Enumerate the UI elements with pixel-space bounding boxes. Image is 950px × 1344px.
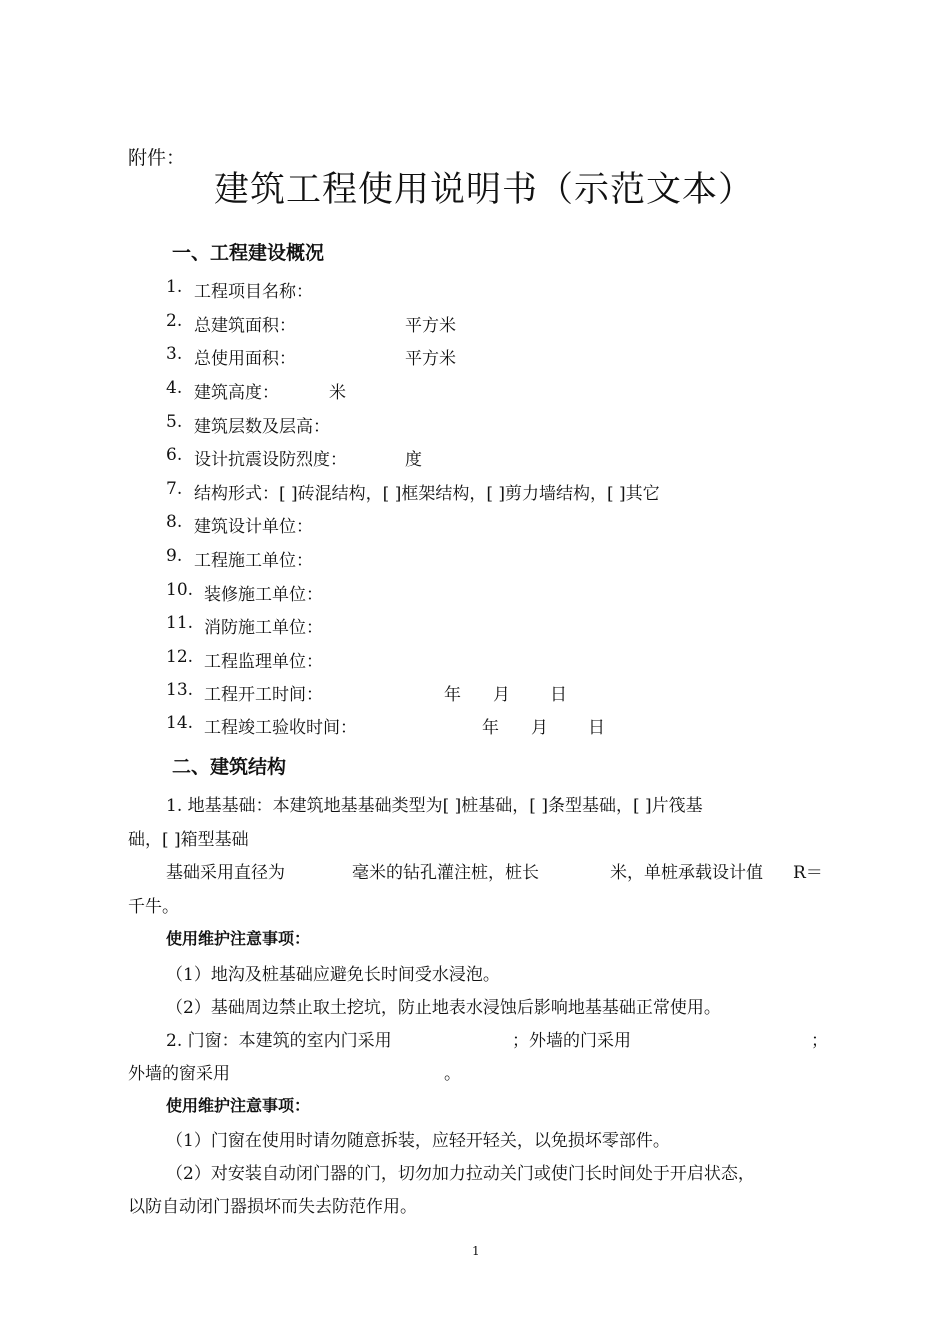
unit-year: 年 bbox=[482, 718, 499, 738]
maintenance-notes-heading: 使用维护注意事项： bbox=[166, 1096, 311, 1115]
item-construction-unit: 工程施工单位： bbox=[194, 551, 313, 571]
page-number: 1 bbox=[472, 1244, 480, 1258]
period: 。 bbox=[444, 1064, 461, 1084]
item-total-floor-area: 总建筑面积： bbox=[194, 316, 296, 336]
maintenance-note: （2）对安装自动闭门器的门，切勿加力拉动关门或使门长时间处于开启状态， bbox=[166, 1164, 755, 1184]
item-usable-area: 总使用面积： bbox=[194, 349, 296, 369]
item-seismic-intensity: 设计抗震设防烈度： bbox=[194, 450, 347, 470]
item-number: 8. bbox=[166, 512, 183, 532]
item-structure-type: 结构形式：[ ]砖混结构，[ ]框架结构，[ ]剪力墙结构，[ ]其它 bbox=[194, 484, 660, 504]
maintenance-note-cont: 以防自动闭门器损坏而失去防范作用。 bbox=[128, 1197, 417, 1217]
item-decoration-unit: 装修施工单位： bbox=[204, 585, 323, 605]
item-number: 5. bbox=[166, 412, 183, 432]
foundation-type-line-cont: 础，[ ]箱型基础 bbox=[128, 830, 249, 850]
item-number: 1. bbox=[166, 277, 183, 297]
item-number: 3. bbox=[166, 344, 183, 364]
item-number: 2. bbox=[166, 311, 183, 331]
maintenance-notes-heading: 使用维护注意事项： bbox=[166, 929, 311, 948]
section-heading-overview: 一、工程建设概况 bbox=[172, 242, 325, 264]
item-number: 4. bbox=[166, 378, 183, 398]
pile-length-text: 毫米的钻孔灌注桩，桩长 bbox=[352, 863, 539, 883]
unit-day: 日 bbox=[550, 685, 567, 705]
item-building-height: 建筑高度： bbox=[194, 383, 279, 403]
unit-month: 月 bbox=[531, 718, 548, 738]
section-heading-structure: 二、建筑结构 bbox=[172, 756, 287, 778]
item-supervision-unit: 工程监理单位： bbox=[204, 652, 323, 672]
item-acceptance-date: 工程竣工验收时间： bbox=[204, 718, 357, 738]
foundation-type-line: 1. 地基基础：本建筑地基基础类型为[ ]桩基础，[ ]条型基础，[ ]片筏基 bbox=[166, 796, 703, 816]
semicolon: ； bbox=[811, 1031, 828, 1051]
item-number: 11. bbox=[166, 613, 194, 633]
exterior-door-text: ；外墙的门采用 bbox=[512, 1031, 631, 1051]
item-number: 13. bbox=[166, 680, 194, 700]
item-number: 7. bbox=[166, 479, 183, 499]
unit-meters: 米 bbox=[329, 383, 346, 403]
item-project-name: 工程项目名称： bbox=[194, 282, 313, 302]
exterior-window-text: 外墙的窗采用 bbox=[128, 1064, 230, 1084]
pile-capacity-symbol: R＝ bbox=[793, 863, 823, 883]
maintenance-note: （1）门窗在使用时请勿随意拆装，应轻开轻关，以免损坏零部件。 bbox=[166, 1131, 670, 1151]
unit-degree: 度 bbox=[405, 450, 422, 470]
document-title: 建筑工程使用说明书（示范文本） bbox=[214, 170, 755, 210]
unit-day: 日 bbox=[588, 718, 605, 738]
doors-windows-text: 2. 门窗：本建筑的室内门采用 bbox=[166, 1031, 392, 1051]
unit-square-meters: 平方米 bbox=[405, 316, 456, 336]
maintenance-note: （2）基础周边禁止取土挖坑，防止地表水浸蚀后影响地基基础正常使用。 bbox=[166, 998, 721, 1018]
unit-month: 月 bbox=[493, 685, 510, 705]
item-number: 9. bbox=[166, 546, 183, 566]
maintenance-note: （1）地沟及桩基础应避免长时间受水浸泡。 bbox=[166, 965, 500, 985]
item-number: 6. bbox=[166, 445, 183, 465]
pile-capacity-unit: 千牛。 bbox=[128, 897, 179, 917]
pile-capacity-text: 米，单桩承载设计值 bbox=[610, 863, 763, 883]
item-floors-and-height: 建筑层数及层高： bbox=[194, 417, 330, 437]
item-design-unit: 建筑设计单位： bbox=[194, 517, 313, 537]
item-number: 14. bbox=[166, 713, 194, 733]
item-fire-protection-unit: 消防施工单位： bbox=[204, 618, 323, 638]
unit-year: 年 bbox=[444, 685, 461, 705]
unit-square-meters: 平方米 bbox=[405, 349, 456, 369]
attachment-label: 附件： bbox=[128, 147, 186, 169]
item-number: 12. bbox=[166, 647, 194, 667]
item-number: 10. bbox=[166, 580, 194, 600]
item-start-date: 工程开工时间： bbox=[204, 685, 323, 705]
pile-diameter-text: 基础采用直径为 bbox=[166, 863, 285, 883]
